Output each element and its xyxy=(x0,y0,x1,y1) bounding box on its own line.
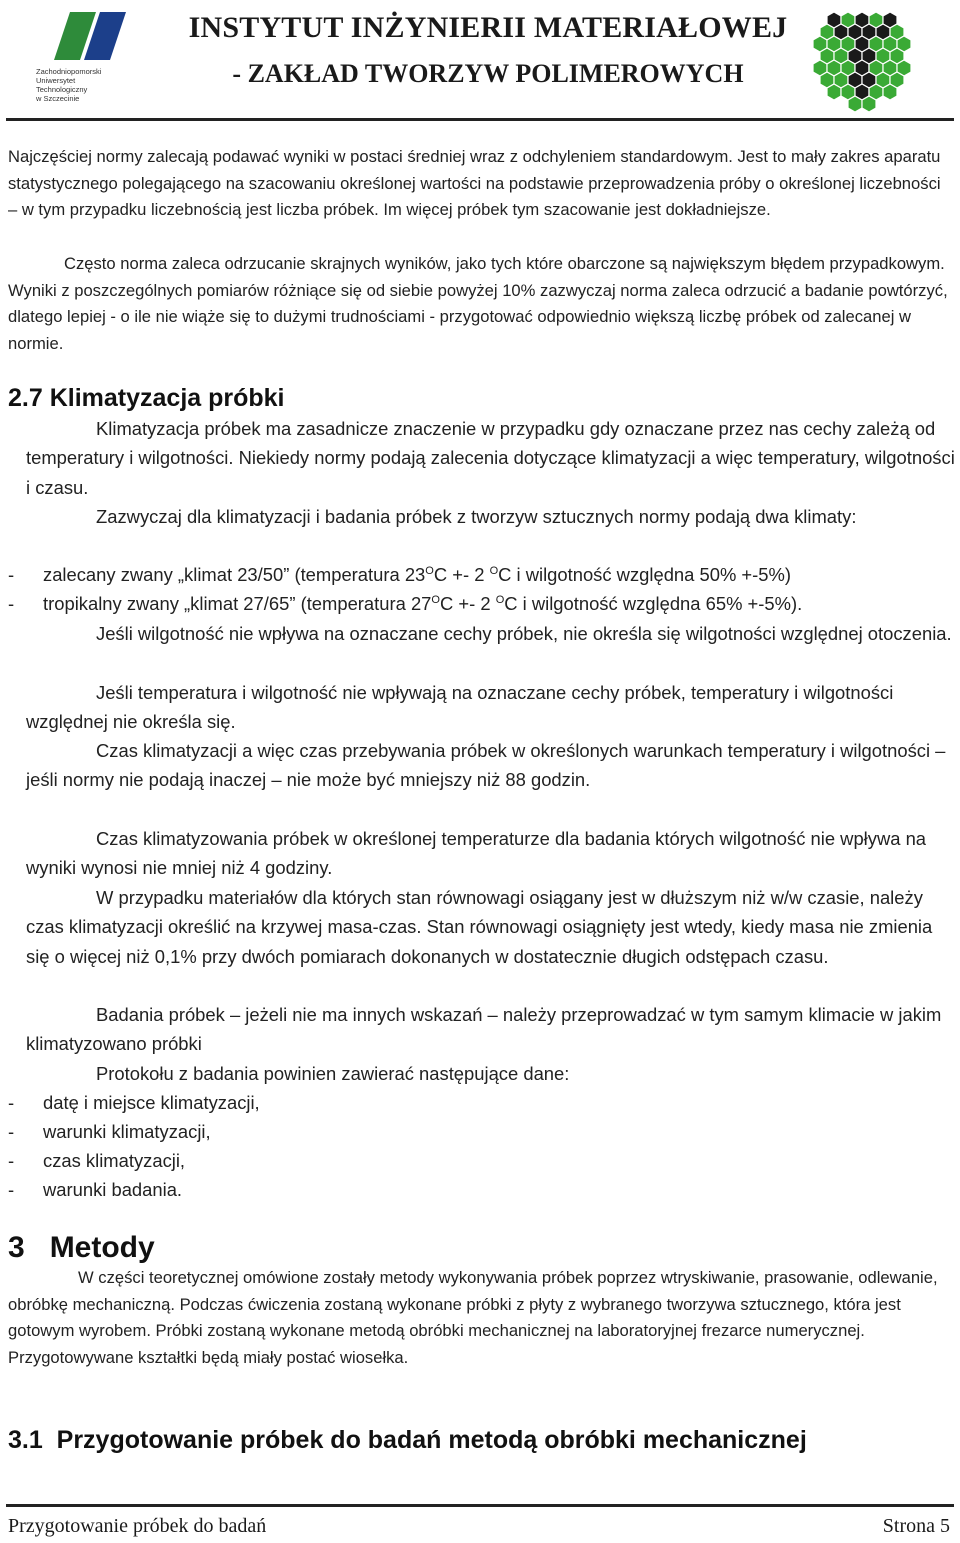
section-heading-2-7: 2.7 Klimatyzacja próbki xyxy=(8,384,285,412)
section-2-7-paragraph-1-text: Klimatyzacja próbek ma zasadnicze znaczenie w przypadku gdy oznaczane przez nas cechy zależą od temperatury i wilgotności. Niekiedy normy podają zalecenia dotyczące klimatyzacji a więc temperatury, wilgotności i czasu. xyxy=(26,418,955,498)
section-2-7-paragraph-2-text: Zazwyczaj dla klimatyzacji i badania próbek z tworzyw sztucznych normy podają dwa klimaty: xyxy=(96,506,857,527)
section-2-7-paragraph-5-text: Czas klimatyzacji a więc czas przebywania próbek w określonych warunkach temperatury i wilgotności – jeśli normy nie podają inaczej – nie może być mniejszy niż 88 godzin. xyxy=(26,740,946,791)
section-2-7-paragraph-6-text: Czas klimatyzowania próbek w określonej temperaturze dla badania których wilgotność nie wpływa na wyniki wynosi nie mniej niż 4 godziny. xyxy=(26,828,927,879)
section-2-7-paragraph-6 xyxy=(26,824,956,883)
department-logo xyxy=(804,6,924,114)
protocol-list-item-text: czas klimatyzacji, xyxy=(43,1150,186,1171)
university-name-line-4: w Szczecinie xyxy=(36,94,80,103)
bullet-dash: - xyxy=(8,1150,15,1171)
section-2-7-paragraph-5 xyxy=(26,736,956,795)
bullet-dash: - xyxy=(8,564,15,585)
footer-page-number: Strona 5 xyxy=(882,1515,950,1537)
protocol-list-item-text: warunki badania. xyxy=(43,1179,183,1200)
university-name-line-2: Uniwersytet xyxy=(36,76,76,85)
page-header xyxy=(0,0,960,118)
section-2-7-paragraph-4-text: Jeśli temperatura i wilgotność nie wpływają na oznaczane cechy próbek, temperatury i wilgotności względnej nie określa się. xyxy=(26,682,894,733)
university-name-line-1: Zachodniopomorski xyxy=(36,67,102,76)
institute-title: INSTYTUT INŻYNIERII MATERIAŁOWEJ xyxy=(188,11,788,44)
section-2-7-paragraph-4 xyxy=(26,678,956,737)
protocol-list-item-text: datę i miejsce klimatyzacji, xyxy=(43,1092,260,1113)
section-heading-3-1: 3.1 Przygotowanie próbek do badań metodą obróbki mechanicznej xyxy=(8,1426,807,1454)
university-logo xyxy=(36,8,156,104)
university-name-line-3: Technologiczny xyxy=(36,85,88,94)
section-2-7-paragraph-7 xyxy=(26,883,956,971)
footer-divider xyxy=(6,1504,954,1507)
bullet-dash: - xyxy=(8,1179,15,1200)
climate-item-1-text: zalecany zwany „klimat 23/50” (temperatura $23^OC +- 2$ $^O$C i wilgotność względna 50% +-5%) xyxy=(43,564,791,585)
section-2-7-paragraph-2 xyxy=(26,502,956,531)
intro-paragraph-2-text: Często norma zaleca odrzucanie skrajnych wyników, jako tych które obarczone są największym błędem przypadkowym. Wyniki z poszczególnych pomiarów różniące się od siebie powyżej 10% zazwyczaj norma zaleca odrzucić a badanie powtórzyć, dlatego lepiej - o ile nie wiąże się to dużymi trudnościami - przygotować odpowiednio większą liczbę próbek od zalecanej w normie. xyxy=(8,254,948,353)
section-heading-3: 3 Metody xyxy=(8,1231,155,1264)
header-divider xyxy=(6,118,954,121)
university-emblem-icon xyxy=(36,8,156,64)
section-3-paragraph-1-text: W części teoretycznej omówione zostały metody wykonywania próbek poprzez wtryskiwanie, prasowanie, odlewanie, obróbkę mechaniczną. Podczas ćwiczenia zostaną wykonane próbki z płyty z wybranego tworzywa sztucznego, która jest gotowym wyrobem. Próbki zostaną wykonane metodą obróbki mechanicznej na laboratoryjnej frezarce numerycznej. Przygotowywane kształtki będą miały postać wiosełka. xyxy=(8,1268,938,1367)
section-2-7-paragraph-7-text: W przypadku materiałów dla których stan równowagi osiągany jest w dłuższym niż w/w czasie, należy czas klimatyzacji określić na krzywej masa-czas. Stan równowagi osiągnięty jest wtedy, kiedy masa nie zmienia się o więcej niż 0,1% przy dwóch pomiarach dokonanych w dostatecznie długich odstępach czasu. xyxy=(26,887,933,967)
section-2-7-paragraph-1 xyxy=(26,414,956,502)
section-2-7-paragraph-8 xyxy=(26,1000,956,1059)
section-2-7-paragraph-9 xyxy=(26,1059,956,1088)
climate-item-2-text: tropikalny zwany „klimat 27/65” (temperatura $27^OC +- 2$ $^O$C i wilgotność względna 65% +-5%). xyxy=(43,593,803,614)
section-2-7-paragraph-8-text: Badania próbek – jeżeli nie ma innych wskazań – należy przeprowadzać w tym samym klimacie w jakim klimatyzowano próbki xyxy=(26,1004,942,1055)
section-2-7-paragraph-3 xyxy=(26,619,956,648)
bullet-dash: - xyxy=(8,1092,15,1113)
section-2-7-paragraph-3-text: Jeśli wilgotność nie wpływa na oznaczane cechy próbek, nie określa się wilgotności względnej otoczenia. xyxy=(96,623,952,644)
bullet-dash: - xyxy=(8,593,15,614)
hexagon-grid-logo-icon xyxy=(804,6,924,114)
intro-paragraph-1: Najczęściej normy zalecają podawać wyniki w postaci średniej wraz z odchyleniem standardowym. Jest to mały zakres aparatu statystycznego polegającego na szacowaniu określonej wartości na podstawie przeprowadzenia próby o określonej liczebności – w tym przypadku liczebnością jest liczba próbek. Im więcej próbek tym szacowanie jest dokładniejsze. xyxy=(8,147,941,220)
department-title: - ZAKŁAD TWORZYW POLIMEROWYCH xyxy=(232,59,744,88)
bullet-dash: - xyxy=(8,1121,15,1142)
footer-document-title: Przygotowanie próbek do badań xyxy=(8,1515,267,1537)
protocol-list-item-text: warunki klimatyzacji, xyxy=(43,1121,211,1142)
section-2-7-paragraph-9-text: Protokołu z badania powinien zawierać następujące dane: xyxy=(96,1063,570,1084)
section-3-paragraph-1 xyxy=(8,1265,948,1371)
intro-paragraph-2 xyxy=(8,251,948,357)
